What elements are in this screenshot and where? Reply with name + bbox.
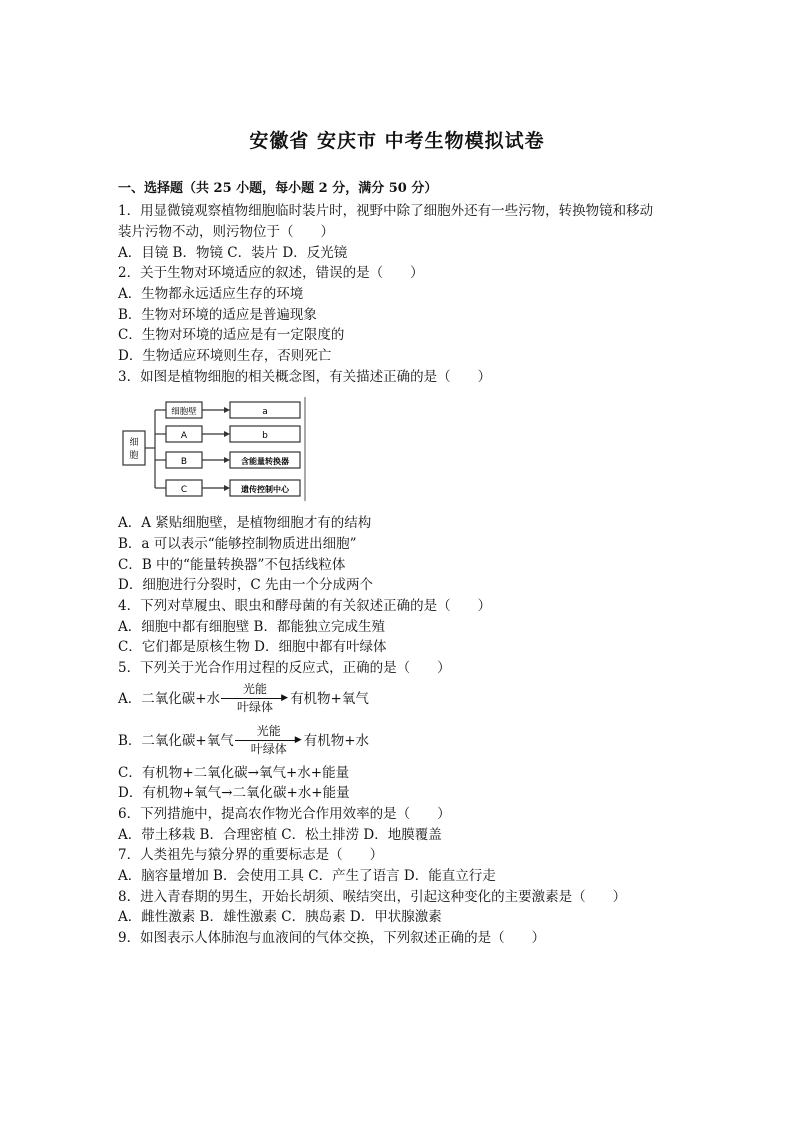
- diagram-left-3: C: [180, 485, 188, 495]
- diagram-root-label-1: 细: [129, 438, 139, 448]
- diagram-right-3: 遗传控制中心: [241, 485, 289, 494]
- diagram-left-1: A: [180, 431, 188, 441]
- q3-option-d: D．细胞进行分裂时，C 先由一个分成两个: [118, 577, 373, 593]
- diagram-left-2: B: [180, 457, 188, 467]
- q3-option-c: C．B 中的“能量转换器”不包括线粒体: [118, 557, 346, 573]
- q4-stem: 4．下列对草履虫、眼虫和酵母菌的有关叙述正确的是（ ）: [118, 598, 492, 614]
- reaction-condition-top: 光能: [243, 682, 268, 696]
- q5-option-c: C．有机物+二氧化碳→氧气+水+能量: [118, 765, 350, 781]
- q3-option-b: B．a 可以表示“能够控制物质进出细胞”: [118, 536, 357, 552]
- q5-option-b: [118, 724, 369, 758]
- arrow-head-icon: ▶: [294, 735, 302, 745]
- q4-options-cd: C．它们都是原核生物 D．细胞中都有叶绿体: [118, 639, 387, 655]
- reaction-condition-bottom: 叶绿体: [250, 742, 287, 756]
- q2-option-b: B．生物对环境的适应是普遍现象: [118, 307, 317, 323]
- q2-option-c: C．生物对环境的适应是有一定限度的: [118, 327, 345, 343]
- q2-option-a: A．生物都永远适应生存的环境: [118, 286, 304, 302]
- q9-stem: 9．如图表示人体肺泡与血液间的气体交换，下列叙述正确的是（ ）: [118, 930, 546, 946]
- reaction-arrow: [221, 682, 289, 716]
- q1-stem-line1: 1．用显微镜观察植物细胞临时装片时，视野中除了细胞外还有一些污物，转换物镜和移动: [118, 203, 654, 219]
- q5-option-d: D．有机物+氧气→二氧化碳+水+能量: [118, 785, 350, 801]
- q7-options: A．脑容量增加 B．会使用工具 C．产生了语言 D．能直立行走: [118, 868, 496, 884]
- q5-a-reactants: A．二氧化碳+水: [118, 691, 221, 707]
- q1-stem-line2: 装片污物不动，则污物位于（ ）: [118, 224, 334, 240]
- q2-option-d: D．生物适应环境则生存，否则死亡: [118, 348, 332, 364]
- q6-stem: 6．下列措施中，提高农作物光合作用效率的是（ ）: [118, 806, 451, 822]
- diagram-right-0: a: [262, 407, 268, 417]
- q7-stem: 7．人类祖先与猿分界的重要标志是（ ）: [118, 847, 384, 863]
- diagram-root-label-2: 胞: [129, 451, 139, 461]
- arrow-head-icon: ▶: [281, 693, 288, 703]
- q2-stem: 2．关于生物对环境适应的叙述，错误的是（ ）: [118, 265, 424, 281]
- q3-option-a: A．A 紧贴细胞壁，是植物细胞才有的结构: [118, 515, 372, 531]
- diagram-right-2: 含能量转换器: [241, 457, 289, 466]
- diagram-left-0: 细胞壁: [171, 407, 197, 417]
- reaction-condition-top: 光能: [256, 724, 281, 738]
- q3-stem: 3．如图是植物细胞的相关概念图，有关描述正确的是（ ）: [118, 369, 492, 385]
- q8-options: A．雌性激素 B．雄性激素 C．胰岛素 D．甲状腺激素: [118, 909, 442, 925]
- q6-options: A．带土移栽 B．合理密植 C．松土排涝 D．地膜覆盖: [118, 827, 442, 843]
- page-title: 安徽省 安庆市 中考生物模拟试卷: [249, 130, 545, 152]
- q5-option-a: [118, 682, 369, 716]
- q5-a-products: 有机物+氧气: [290, 691, 369, 707]
- q5-b-reactants: B．二氧化碳+氧气: [118, 733, 234, 749]
- q4-options-ab: A．细胞中都有细胞壁 B．都能独立完成生殖: [118, 619, 385, 635]
- q8-stem: 8．进入青春期的男生，开始长胡须、喉结突出，引起这种变化的主要激素是（ ）: [118, 889, 627, 905]
- q5-stem: 5．下列关于光合作用过程的反应式，正确的是（ ）: [118, 660, 451, 676]
- reaction-condition-bottom: 叶绿体: [237, 700, 274, 714]
- q1-options: A．目镜 B．物镜 C．装片 D．反光镜: [118, 245, 348, 261]
- cell-concept-diagram: [120, 395, 308, 503]
- diagram-right-1: b: [262, 431, 268, 441]
- q5-b-products: 有机物+水: [303, 733, 370, 749]
- reaction-arrow: [235, 724, 303, 758]
- section-heading: 一、选择题（共 25 小题，每小题 2 分，满分 50 分）: [118, 181, 438, 196]
